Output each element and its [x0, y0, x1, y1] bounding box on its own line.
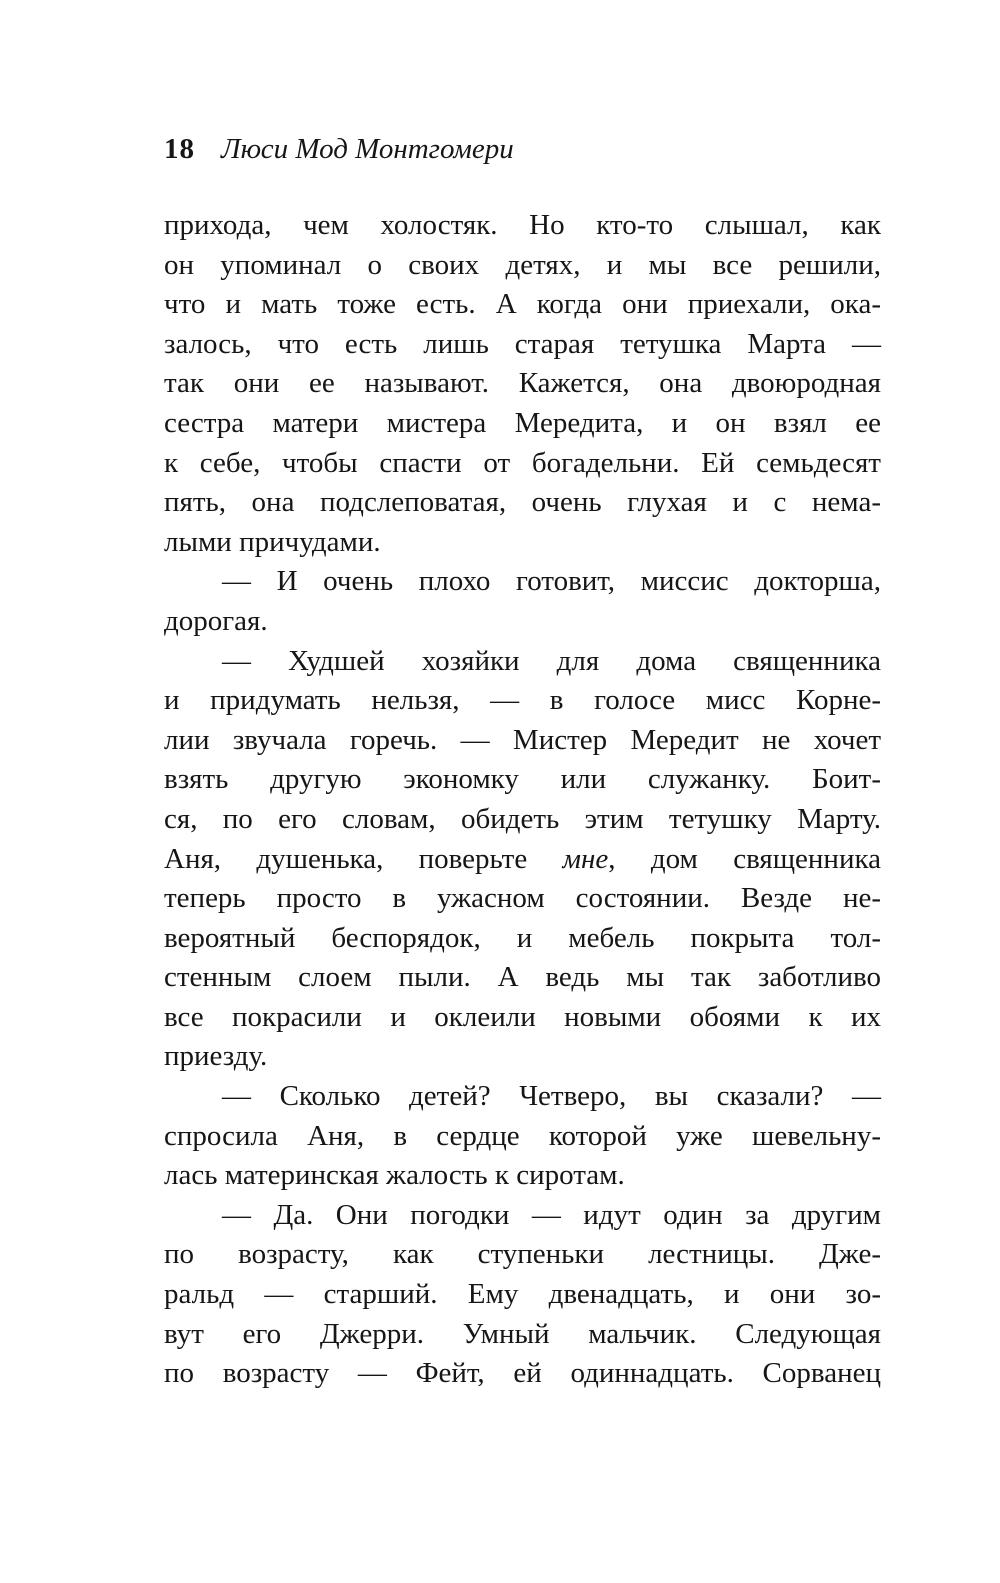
- running-title: Люси Мод Монтгомери: [221, 133, 514, 165]
- text-segment: Аня, душенька, поверьте: [164, 842, 563, 875]
- text-segment: — Да. Они погодки — идут один за другим: [222, 1198, 881, 1231]
- text-segment: взять другую экономку или служанку. Боит-: [164, 763, 881, 796]
- text-line: [164, 1077, 881, 1117]
- text-segment: пять, она подслеповатая, очень глухая и с нема-: [164, 486, 881, 519]
- text-line: [164, 1275, 881, 1315]
- text-segment: ся, по его словам, обидеть этим тетушку Марту.: [164, 802, 881, 835]
- text-segment: прихода, чем холостяк. Но кто-то слышал, как: [164, 209, 881, 241]
- text-segment: — Худшей хозяйки для дома священника: [222, 644, 881, 677]
- text-segment: , дом священника: [608, 842, 881, 875]
- text-segment: ральд — старший. Ему двенадцать, и они зо-: [164, 1278, 881, 1311]
- text-line: [164, 444, 881, 484]
- text-line: [164, 760, 881, 800]
- text-line: [164, 404, 881, 444]
- text-line: [164, 523, 881, 563]
- italic-text: мне: [562, 842, 609, 875]
- text-segment: к себе, чтобы спасти от богадельни. Ей семьдесят: [164, 446, 881, 479]
- text-line: [164, 364, 881, 404]
- text-line: [164, 483, 881, 523]
- text-segment: по возрасту, как ступеньки лестницы. Дже-: [164, 1238, 881, 1271]
- body-text: [164, 206, 881, 1394]
- text-line: [164, 1117, 881, 1157]
- text-line: [164, 919, 881, 959]
- page-number: 18: [164, 133, 195, 165]
- page-header: [164, 0, 881, 167]
- text-segment: стенным слоем пыли. А ведь мы так заботливо: [164, 961, 881, 994]
- text-segment: лии звучала горечь. — Мистер Мередит не хочет: [164, 723, 881, 756]
- text-segment: вероятный беспорядок, и мебель покрыта тол-: [164, 921, 881, 954]
- text-segment: все покрасили и оклеили новыми обоями к их: [164, 1000, 881, 1033]
- text-line: [164, 206, 881, 246]
- text-segment: и придумать нельзя, — в голосе мисс Корне-: [164, 684, 881, 717]
- text-segment: спросила Аня, в сердце которой уже шевельну-: [164, 1119, 881, 1152]
- text-line: [164, 681, 881, 721]
- text-line: [164, 1196, 881, 1236]
- text-segment: — И очень плохо готовит, миссис докторша,: [222, 565, 881, 598]
- text-line: [164, 642, 881, 682]
- text-line: [164, 562, 881, 602]
- text-line: [164, 800, 881, 840]
- text-line: [164, 1235, 881, 1275]
- text-segment: по возрасту — Фейт, ей одиннадцать. Сорванец: [164, 1357, 881, 1390]
- text-segment: лась материнская жалость к сиротам.: [164, 1159, 625, 1192]
- text-segment: сестра матери мистера Мередита, и он взял ее: [164, 406, 881, 439]
- text-segment: так они ее называют. Кажется, она двоюродная: [164, 367, 881, 400]
- text-line: [164, 840, 881, 880]
- text-line: [164, 1156, 881, 1196]
- text-line: [164, 1354, 881, 1394]
- text-line: [164, 325, 881, 365]
- text-line: [164, 285, 881, 325]
- text-line: [164, 721, 881, 761]
- text-line: [164, 602, 881, 642]
- text-segment: приезду.: [164, 1040, 268, 1073]
- text-line: [164, 1315, 881, 1355]
- text-segment: теперь просто в ужасном состоянии. Везде не-: [164, 882, 881, 915]
- text-line: [164, 1037, 881, 1077]
- text-segment: лыми причудами.: [164, 525, 381, 558]
- text-line: [164, 958, 881, 998]
- text-segment: — Сколько детей? Четверо, вы сказали? —: [222, 1080, 881, 1113]
- text-segment: залось, что есть лишь старая тетушка Марта —: [164, 327, 881, 360]
- text-line: [164, 879, 881, 919]
- text-line: [164, 998, 881, 1038]
- text-segment: дорогая.: [164, 604, 268, 637]
- text-segment: он упоминал о своих детях, и мы все решили,: [164, 248, 881, 281]
- text-segment: что и мать тоже есть. А когда они приехали, ока-: [164, 288, 881, 321]
- text-line: [164, 246, 881, 286]
- text-segment: вут его Джерри. Умный мальчик. Следующая: [164, 1317, 881, 1350]
